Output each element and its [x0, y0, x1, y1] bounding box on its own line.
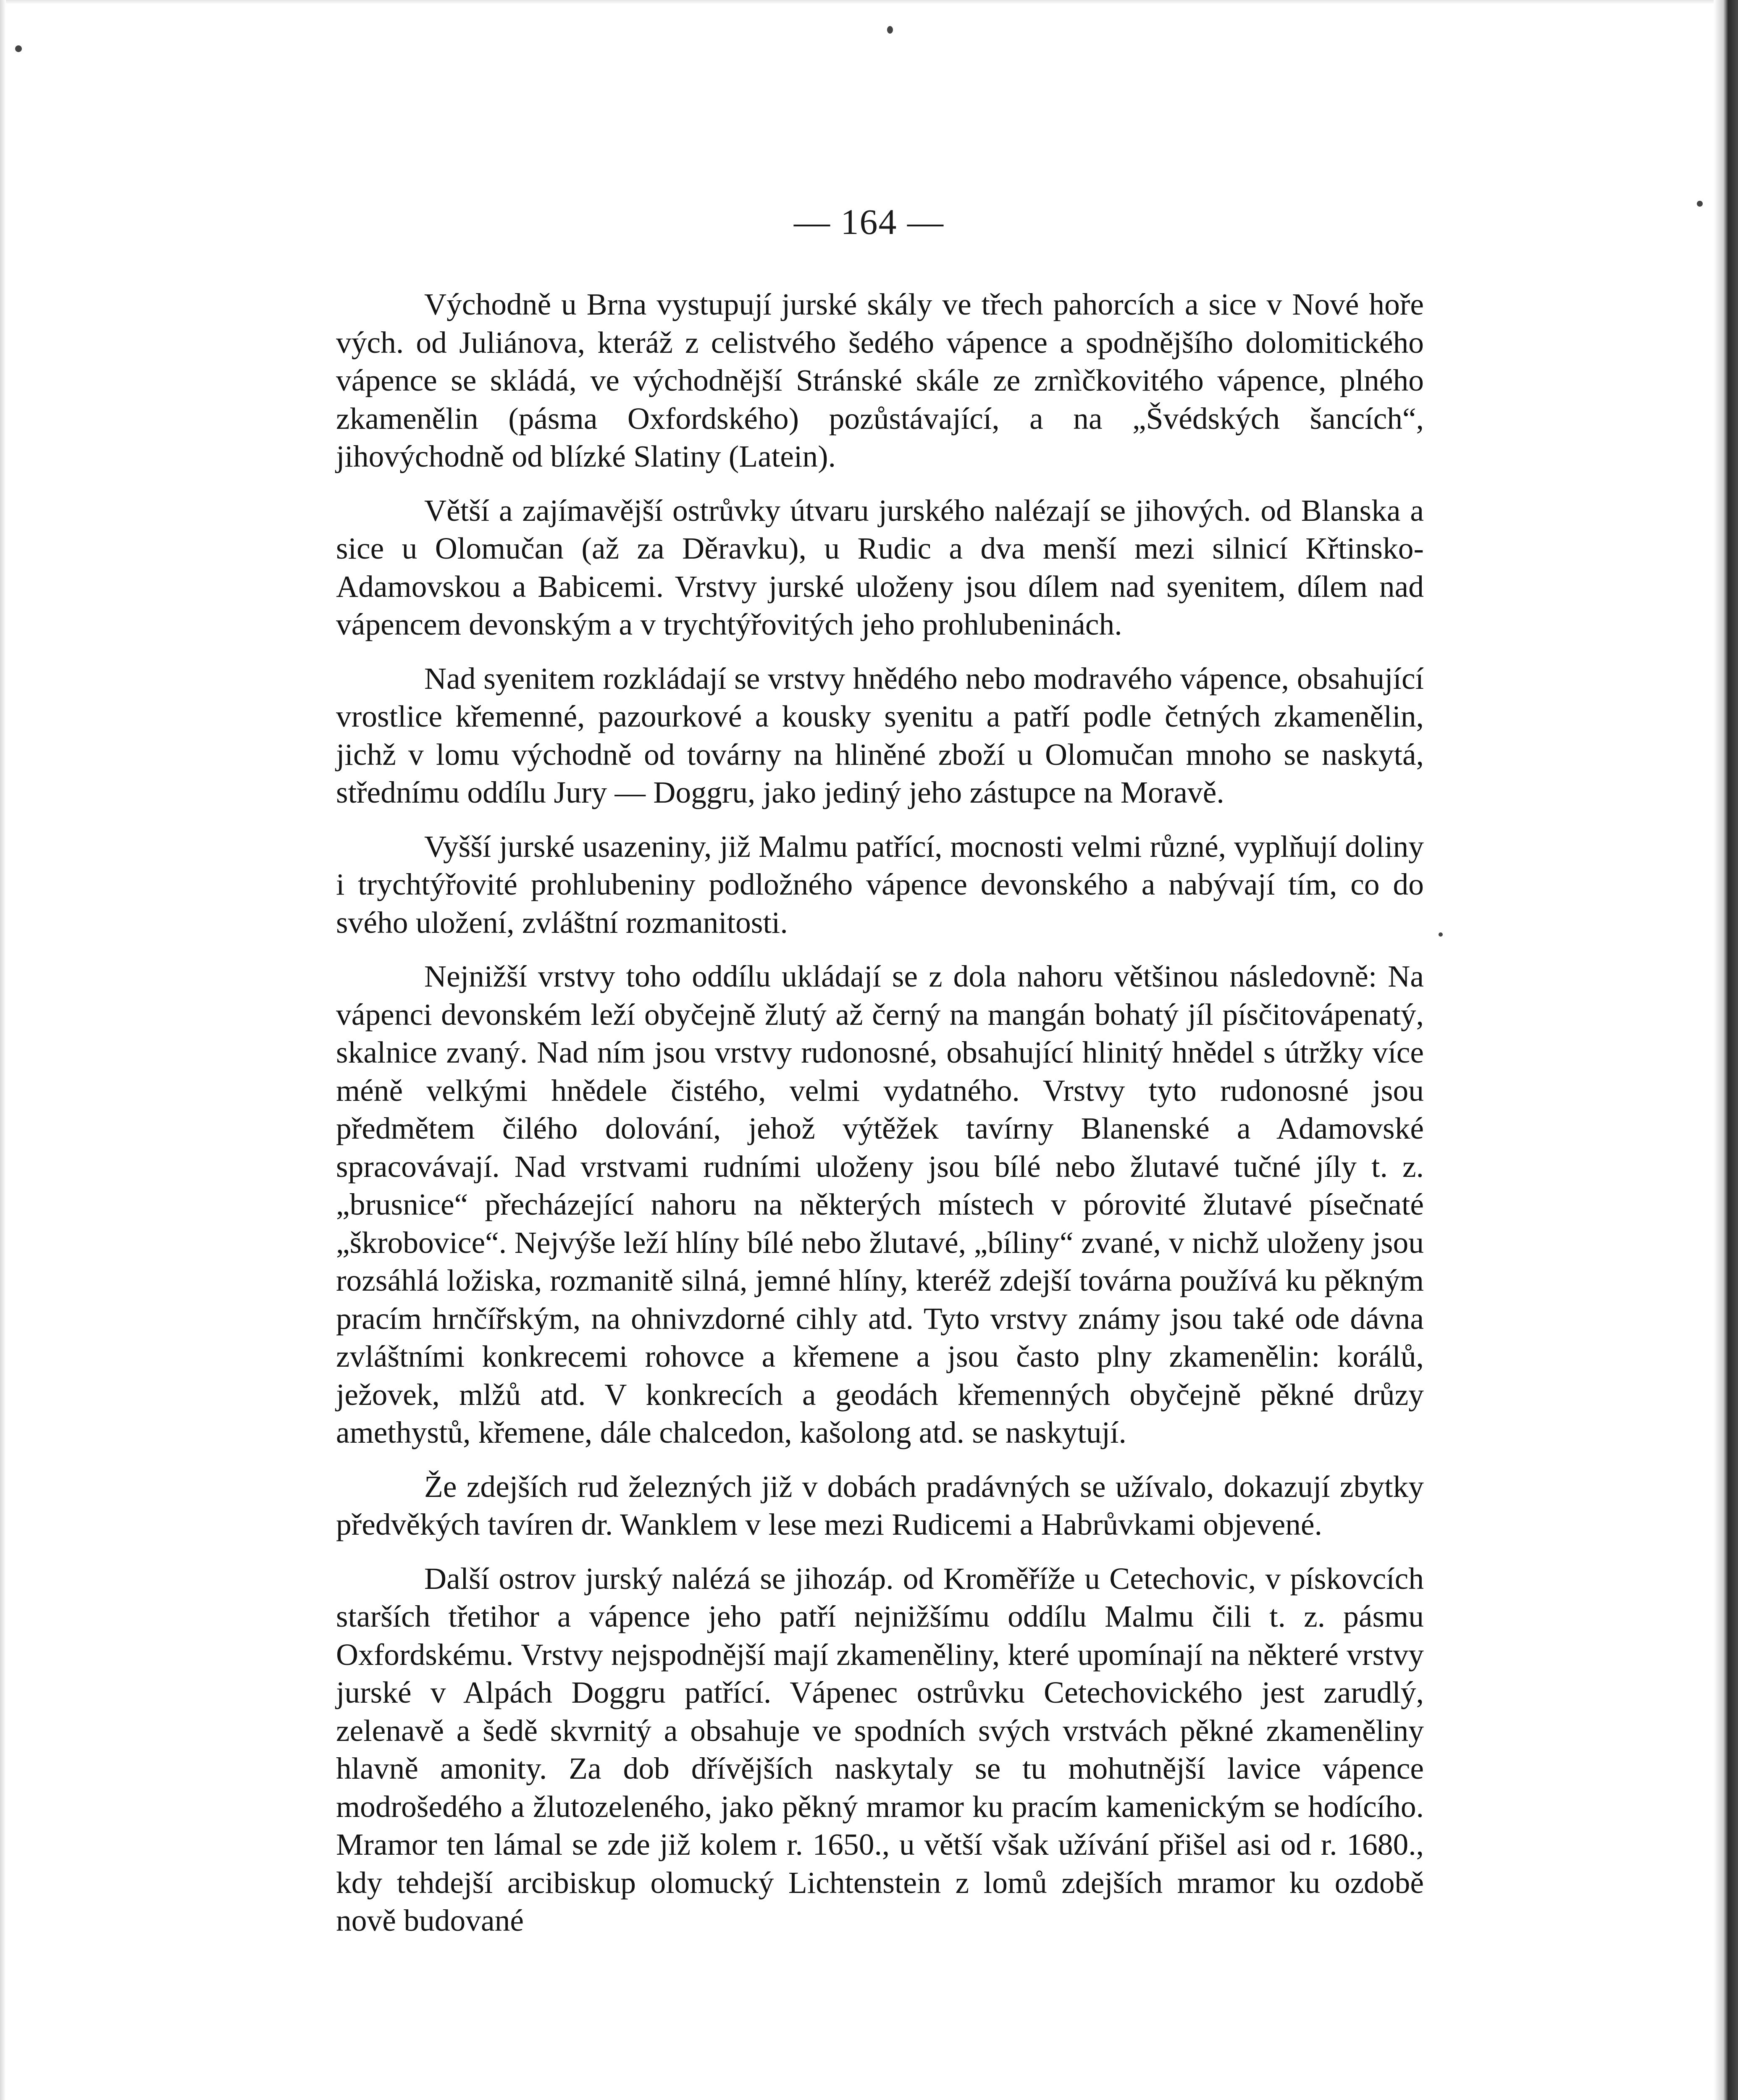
paragraph: Vyšší jurské usazeniny, již Malmu patřící, mocnosti velmi různé, vyplňují doliny i trychtýřovité prohlubeniny podložného vápence devonského a nabývají tím, co do svého uložení, zvláštní rozmanitosti. — [336, 829, 1424, 940]
scan-right-edge — [1714, 0, 1738, 2100]
paragraph: Nejnižší vrstvy toho oddílu ukládají se z dola nahoru většinou následovně: Na vápenci devonském leží obyčejně žlutý až černý na mangán bohatý jíl písčitovápenatý, skalnice zvaný. Nad ním jsou vrstvy rudonosné, obsahující hlinitý hnědel s útržky více méně velkými hnědele čistého, velmi vydatného. Vrstvy tyto rudonosné jsou předmětem čilého dolování, jehož výtěžek tavírny Blanenské a Adamovské spracovávají. Nad vrstvami rudními uloženy jsou bílé nebo žlutavé tučné jíly t. z. „brusnice“ přecházející nahoru na některých místech v pórovité žlutavé písečnaté „škrobovice“. Nejvýše leží hlíny bílé nebo žlutavé, „bíliny“ zvané, v nichž uloženy jsou rozsáhlá ložiska, rozmanitě silná, jemné hlíny, kteréž zdejší továrna používá ku pěkným pracím hrnčířským, na ohnivzdorné cihly atd. Tyto vrstvy známy jsou také ode dávna zvláštními konkrecemi rohovce a křemene a jsou často plny zkamenělin: korálů, ježovek, mlžů atd. V konkrecích a geodách křemenných obyčejně pěkné drůzy amethystů, křemene, dále chalcedon, kašolong atd. se naskytují. — [336, 959, 1424, 1449]
paragraph: Nad syenitem rozkládají se vrstvy hnědého nebo modravého vápence, obsahující vrostlice křemenné, pazourkové a kousky syenitu a patří podle četných zkamenělin, jichž v lomu východně od továrny na hliněné zboží u Olomučan mnoho se naskytá, střednímu oddílu Jury — Doggru, jako jediný jeho zástupce na Moravě. — [336, 661, 1424, 809]
page-number: — 164 — — [794, 202, 944, 242]
paragraph: Další ostrov jurský nalézá se jihozáp. od Kroměříže u Cetechovic, v pískovcích starších třetihor a vápence jeho patří nejnižšímu oddílu Malmu čili t. z. pásmu Oxfordskému. Vrstvy nejspodnější mají zkameněliny, které upomínají na některé vrstvy jurské v Alpách Doggru patřící. Vápenec ostrůvku Cetechovického jest zarudlý, zelenavě a šedě skvrnitý a obsahuje ve spodních svých vrstvách pěkné zkameněliny hlavně amonity. Za dob dřívějších naskytaly se tu mohutnější lavice vápence modrošedého a žlutozeleného, jako pěkný mramor ku pracím kamenickým se hodícího. Mramor ten lámal se zde již kolem r. 1650., u větší však užívání přišel asi od r. 1680., kdy tehdejší arcibiskup olomucký Lichtenstein z lomů zdejších mramor ku ozdobě nově budované — [336, 1561, 1424, 1937]
scan-left-edge — [0, 0, 6, 2100]
paragraph: Větší a zajímavější ostrůvky útvaru jurského nalézají se jihových. od Blanska a sice u Olomučan (až za Děravku), u Rudic a dva menší mezi silnicí Křtinsko-Adamovskou a Babicemi. Vrstvy jurské uloženy jsou dílem nad syenitem, dílem nad vápencem devonským a v trychtýřovitých jeho prohlubeninách. — [336, 493, 1424, 641]
scan-speck — [15, 45, 22, 52]
scan-top-edge — [0, 0, 1738, 4]
body-text — [336, 286, 1424, 1940]
paragraph: Že zdejších rud železných již v dobách pradávných se užívalo, dokazují zbytky předvěkých tavíren dr. Wanklem v lese mezi Rudicemi a Habrůvkami objevené. — [336, 1469, 1424, 1541]
scan-speck — [1439, 932, 1443, 937]
scan-speck — [887, 26, 893, 34]
paragraph: Východně u Brna vystupují jurské skály ve třech pahorcích a sice v Nové hoře vých. od Juliánova, kteráž z celistvého šedého vápence a spodnějšího dolomitického vápence se skládá, ve východnější Stránské skále ze zrnìčkovitého vápence, plného zkamenělin (pásma Oxfordského) pozůstávající, a na „Švédských šancích“, jihovýchodně od blízké Slatiny (Latein). — [336, 287, 1424, 473]
